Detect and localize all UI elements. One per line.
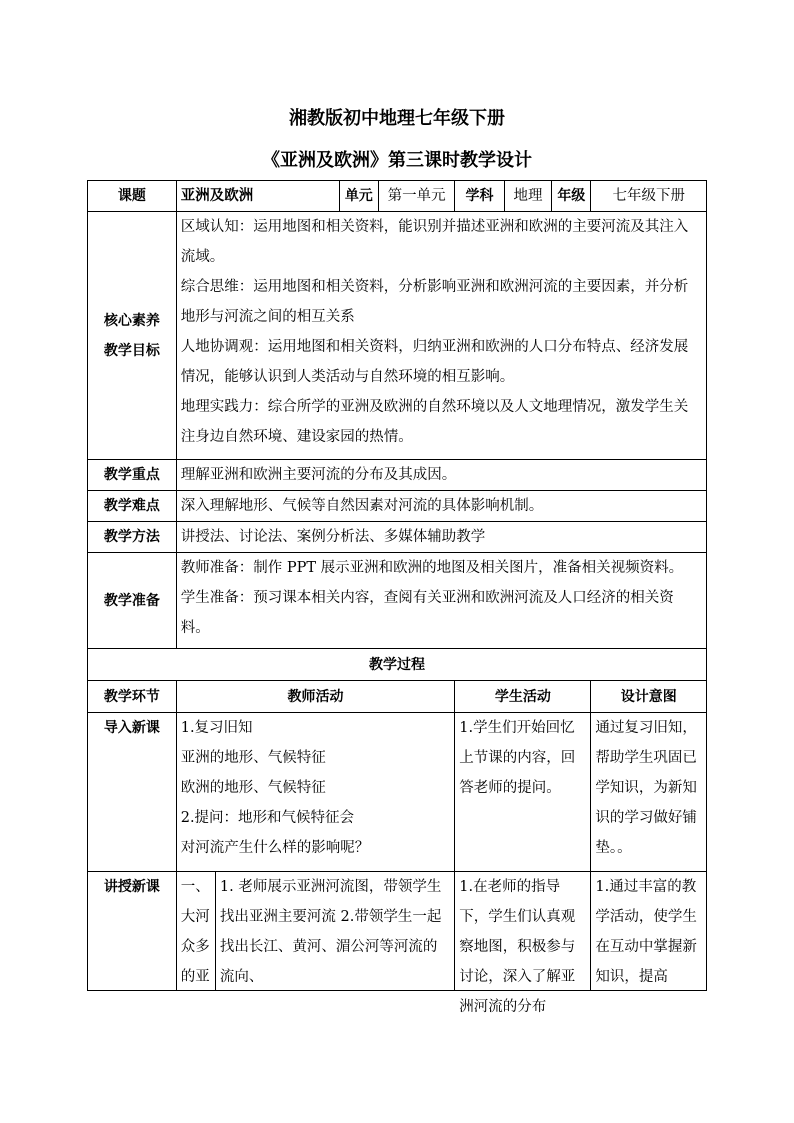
document-title: 湘教版初中地理七年级下册 <box>289 108 505 129</box>
info-row <box>88 181 707 212</box>
difficulty-label: 教学难点 <box>88 491 177 522</box>
intro-teacher-line: 对河流产生什么样的影响呢？ <box>180 840 370 856</box>
process-title-row <box>88 649 707 681</box>
design-intent-header: 设计意图 <box>591 681 707 713</box>
lecture-student-activity <box>455 872 591 1015</box>
key-point-row <box>88 460 707 491</box>
grade-value: 七年级下册 <box>591 181 707 212</box>
intro-teacher-line: 欧洲的地形、气候特征 <box>180 780 326 796</box>
goal-regional: 区域认知：运用地图和相关资料，能识别并描述亚洲和欧洲的主要河流及其注入流域。 <box>180 219 689 265</box>
key-point-value: 理解亚洲和欧洲主要河流的分布及其成因。 <box>176 460 706 491</box>
process-header-row <box>88 681 707 713</box>
process-section-title: 教学过程 <box>88 649 707 681</box>
subject-label: 学科 <box>455 181 505 212</box>
stage-header: 教学环节 <box>88 681 177 713</box>
intro-student-activity <box>455 713 591 872</box>
intro-design-intent <box>591 713 707 872</box>
goals-row <box>88 212 707 460</box>
topic-label: 课题 <box>88 181 177 212</box>
goal-practice: 地理实践力：综合所学的亚洲及欧洲的自然环境以及人文地理情况，激发学生关注身边自然环境、建设家园的热情。 <box>180 399 689 445</box>
intro-teacher-line: 2.提问：地形和气候特征会 <box>180 810 355 826</box>
preparation-label: 教学准备 <box>88 553 177 649</box>
intro-teacher-line: 1.复习旧知 <box>180 720 253 736</box>
intro-teacher-line: 亚洲的地形、气候特征 <box>180 750 326 766</box>
goal-synthesis: 综合思维：运用地图和相关资料，分析影响亚洲和欧洲河流的主要因素，并分析地形与河流之间的相互关系 <box>180 279 689 325</box>
goals-label-line1: 核心素养 <box>103 312 160 329</box>
unit-value: 第一单元 <box>378 181 454 212</box>
lecture-subsection <box>176 872 215 991</box>
teacher-preparation: 教师准备：制作 PPT 展示亚洲和欧洲的地图及相关图片，准备相关视频资料。 <box>180 560 684 576</box>
goals-content <box>176 212 706 460</box>
topic-value: 亚洲及欧洲 <box>176 181 339 212</box>
preparation-row <box>88 553 707 649</box>
intro-intent-text: 通过复习旧知，帮助学生巩固已学知识，为新知识的学习做好铺垫。。 <box>595 720 697 856</box>
intro-stage: 导入新课 <box>88 713 177 872</box>
key-point-label: 教学重点 <box>88 460 177 491</box>
lecture-teacher-text: 1. 老师展示亚洲河流图，带领学生找出亚洲主要河流 2.带领学生一起找出长江、黄河、湄公河等河流的流向、 <box>219 879 442 985</box>
methods-label: 教学方法 <box>88 522 177 553</box>
teacher-activity-header: 教师活动 <box>176 681 455 713</box>
lecture-student-text: 1.在老师的指导下，学生们认真观察地图，积极参与讨论，深入了解亚洲河流的分布 <box>459 879 576 1015</box>
lecture-design-intent <box>591 872 707 991</box>
student-preparation: 学生准备：预习课本相关内容，查阅有关亚洲和欧洲河流及人口经济的相关资料。 <box>180 590 674 636</box>
subject-value: 地理 <box>504 181 551 212</box>
student-activity-header: 学生活动 <box>455 681 591 713</box>
unit-label: 单元 <box>339 181 378 212</box>
methods-row <box>88 522 707 553</box>
intro-teacher-activity <box>176 713 455 872</box>
difficulty-value: 深入理解地形、气候等自然因素对河流的具体影响机制。 <box>176 491 706 522</box>
methods-value: 讲授法、讨论法、案例分析法、多媒体辅助教学 <box>176 522 706 553</box>
lecture-stage: 讲授新课 <box>88 872 177 991</box>
preparation-content <box>176 553 706 649</box>
intro-row <box>88 713 707 872</box>
goal-harmony: 人地协调观：运用地图和相关资料，归纳亚洲和欧洲的人口分布特点、经济发展情况，能够认识到人类活动与自然环境的相互影响。 <box>180 339 689 385</box>
lecture-subsection-text: 一、大河众多的亚 <box>180 879 210 985</box>
goals-label <box>88 212 177 460</box>
lecture-teacher-activity <box>215 872 454 991</box>
lesson-plan-table <box>87 180 707 1015</box>
intro-student-text: 1.学生们开始回忆上节课的内容，回答老师的提问。 <box>459 720 576 796</box>
lecture-row <box>88 872 707 991</box>
document-subtitle: 《亚洲及欧洲》第三课时教学设计 <box>262 150 532 171</box>
goals-label-line2: 教学目标 <box>103 342 160 359</box>
lecture-intent-text: 1.通过丰富的教学活动，使学生在互动中掌握新知识，提高 <box>595 879 697 985</box>
grade-label: 年级 <box>552 181 591 212</box>
difficulty-row <box>88 491 707 522</box>
